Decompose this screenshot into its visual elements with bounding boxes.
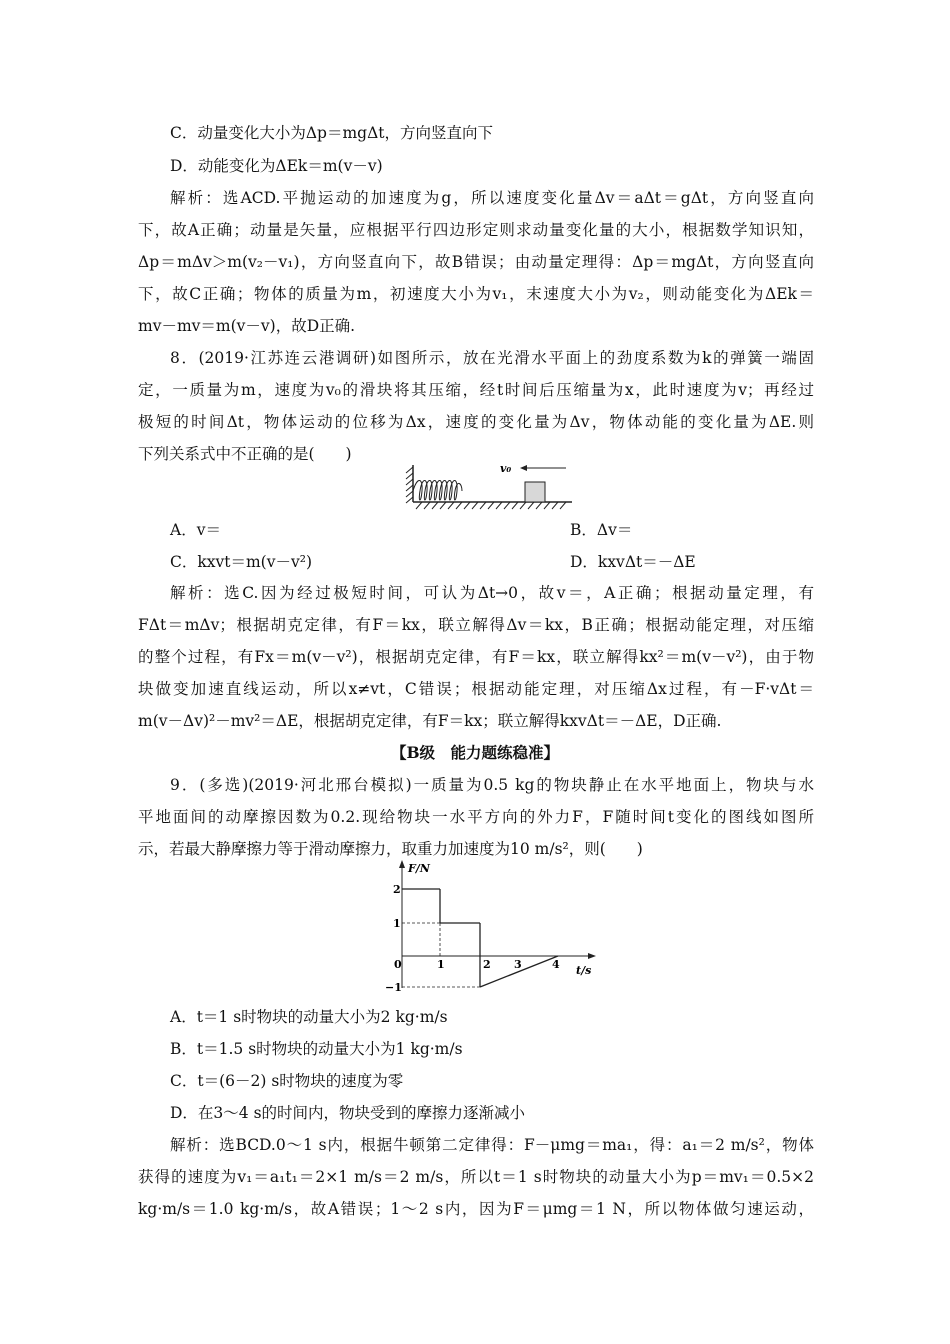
analysis-9-line-1: 解析：选BCD.0～1 s内，根据牛顿第二定律得：F－μmg＝ma₁，得：a₁＝2 m/s²，物体 [170, 1136, 814, 1154]
x-tick-3: 3 [514, 958, 522, 971]
x-tick-2: 2 [483, 958, 491, 971]
analysis-7-line-1: 解析：选ACD.平抛运动的加速度为g，所以速度变化量Δv＝aΔt＝gΔt，方向竖直向 [170, 189, 814, 207]
analysis-8-line-1: 解析：选C.因为经过极短时间，可认为Δt→0，故v＝，A正确；根据动量定理，有 [170, 584, 814, 602]
option-8d: D．kxvΔt＝－ΔE [570, 553, 696, 571]
analysis-9-line-3: kg·m/s＝1.0 kg·m/s，故A错误；1～2 s内，因为F＝μmg＝1 N，所以物体做匀速运动， [138, 1200, 814, 1218]
question-8-line-2: 定，一质量为m，速度为v₀的滑块将其压缩，经t时间后压缩量为x，此时速度为v；再经过 [138, 381, 814, 399]
option-8c: C．kxvt＝m(v－v²) [170, 553, 312, 571]
x-tick-1: 1 [437, 958, 445, 971]
spring [413, 481, 462, 501]
option-8b: B．Δv＝ [570, 521, 633, 539]
origin-label: 0 [394, 958, 402, 971]
block [525, 482, 545, 502]
option-9c: C．t＝(6－2) s时物块的速度为零 [170, 1072, 404, 1090]
spring-block-figure [400, 455, 580, 515]
y-axis-label: F/N [408, 862, 430, 875]
option-9b: B．t＝1.5 s时物块的动量大小为1 kg·m/s [170, 1040, 463, 1058]
analysis-7-line-3: Δp＝mΔv＞m(v₂－v₁)，方向竖直向下，故B错误；由动量定理得：Δp＝mgΔt，方向竖直向 [138, 253, 814, 271]
option-c-line: C．动量变化大小为Δp＝mgΔt，方向竖直向下 [170, 124, 494, 142]
x-axis-label: t/s [576, 964, 592, 977]
y-tick-minus-1: −1 [385, 981, 402, 994]
analysis-8-line-5: m(v－Δv)²－mv²＝ΔE，根据胡克定律，有F＝kx；联立解得kxvΔt＝－ΔE，D正确. [138, 712, 722, 730]
analysis-7-line-4: 下，故C正确；物体的质量为m，初速度大小为v₁，末速度大小为v₂，则动能变化为ΔEk＝ [138, 285, 814, 303]
v0-label: v₀ [500, 462, 512, 475]
question-8-line-4: 下列关系式中不正确的是( ) [138, 445, 352, 463]
analysis-7-line-5: mv－mv＝m(v－v)，故D正确. [138, 317, 356, 335]
analysis-9-line-2: 获得的速度为v₁＝a₁t₁＝2×1 m/s＝2 m/s，所以t＝1 s时物块的动量大小为p＝mv₁＝0.5×2 [138, 1168, 814, 1186]
option-d-line: D．动能变化为ΔEk＝m(v－v) [170, 157, 383, 175]
analysis-8-line-4: 块做变加速直线运动，所以x≠vt，C错误；根据动能定理，对压缩Δx过程，有－F·vΔt＝ [138, 680, 814, 698]
option-8a: A．v＝ [170, 521, 221, 539]
y-tick-1: 1 [393, 917, 401, 930]
question-9-line-3: 示，若最大静摩擦力等于滑动摩擦力，取重力加速度为10 m/s²，则( ) [138, 840, 643, 858]
question-8-line-1: 8．(2019·江苏连云港调研)如图所示，放在光滑水平面上的劲度系数为k的弹簧一端固 [170, 349, 814, 367]
option-9a: A．t＝1 s时物块的动量大小为2 kg·m/s [170, 1008, 448, 1026]
force-time-graph [380, 856, 610, 1002]
section-heading-b: 【B级 能力题练稳准】 [390, 743, 560, 762]
y-tick-2: 2 [393, 883, 401, 896]
x-tick-4: 4 [552, 958, 560, 971]
question-9-line-1: 9．(多选)(2019·河北邢台模拟)一质量为0.5 kg的物块静止在水平地面上，物块与水 [170, 776, 814, 794]
analysis-7-line-2: 下，故A正确；动量是矢量，应根据平行四边形定则求动量变化量的大小，根据数学知识知， [138, 221, 814, 239]
analysis-8-line-2: FΔt＝mΔv；根据胡克定律，有F＝kx，联立解得Δv＝kx，B正确；根据动能定理，对压缩 [138, 616, 814, 634]
analysis-8-line-3: 的整个过程，有Fx＝m(v－v²)，根据胡克定律，有F＝kx，联立解得kx²＝m(v－v²)，由于物 [138, 648, 814, 666]
option-9d: D．在3～4 s的时间内，物块受到的摩擦力逐渐减小 [170, 1104, 526, 1122]
question-9-line-2: 平地面间的动摩擦因数为0.2.现给物块一水平方向的外力F，F随时间t变化的图线如图所 [138, 808, 814, 826]
question-8-line-3: 极短的时间Δt，物体运动的位移为Δx，速度的变化量为Δv，物体动能的变化量为ΔE.则 [138, 413, 814, 431]
